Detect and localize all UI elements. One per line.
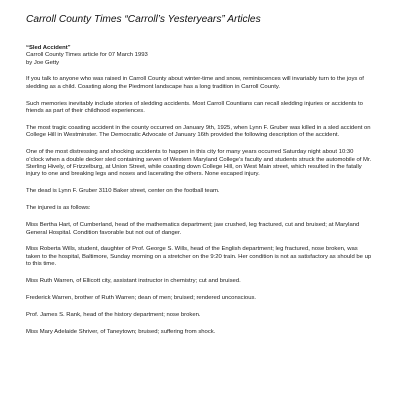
paragraph-11: Prof. James S. Rank, head of the history department; nose broken. (26, 311, 201, 318)
paragraph-7: Miss Bertha Hart, of Cumberland, head of the mathematics department; jaw crushed, leg fractured, cut and bruised; at Maryland General Hospital. Condition favorable but not out of danger. (26, 222, 360, 236)
paragraph-12: Miss Mary Adelaide Shriver, of Taneytown; bruised; suffering from shock. (26, 328, 216, 335)
article-byline: by Joe Getty (26, 59, 60, 66)
paragraph-4: One of the most distressing and shocking accidents to happen in this city for many years occurred Saturday night about 10:30 o’clock when a double decker sled containing seven of Western Maryland College’s faculty and students struck the automobile of Mr. Sterling Hively, of Frizzelburg, at Union Street, while coasting down College Hill, on West Main street, which resulted in the fatally injury to one and breaking legs and noses and lacerating the others. None escaped injury. (26, 149, 372, 178)
article-heading (26, 45, 372, 67)
paragraph-9: Miss Ruth Warren, of Ellicott city, assistant instructor in chemistry; cut and bruised. (26, 278, 241, 285)
paragraph-8: Miss Roberta Wills, student, daughter of Prof. George S. Wills, head of the English department; leg fractured, nose broken, was taken to the hospital, Baltimore, Sunday morning on a stretcher on the 9:20 train. Her condition is not as satisfactory as should be up to this time. (26, 246, 372, 268)
paragraph-3: The most tragic coasting accident in the county occurred on January 9th, 1925, when Lynn F. Gruber was killed in a sled accident on College Hill in Westminster. The Democratic Advocate of January 16th provided the following description of the accident. (26, 124, 371, 139)
paragraph-5: The dead is Lynn F. Gruber 3110 Baker street, center on the football team. (26, 188, 220, 195)
article-body (26, 76, 372, 336)
article-source: Carroll County Times article for 07 March 1993 (26, 52, 148, 59)
paragraph-10: Frederick Warren, brother of Ruth Warren; dean of men; bruised; rendered unconscious. (26, 295, 257, 302)
paragraph-6: The injured is as follows: (26, 205, 91, 212)
page-header: Carroll County Times “Carroll’s Yesteryears” Articles (26, 14, 261, 25)
paragraph-1: If you talk to anyone who was raised in Carroll County about winter-time and snow, reminiscences will invariably turn to the joys of sledding as a child. Coasting along the Piedmont landscape has a long tradition in Carroll County. (26, 76, 364, 90)
article-title: “Sled Accident” (26, 45, 71, 51)
paragraph-2: Such memories inevitably include stories of sledding accidents. Most Carroll Countians can recall sledding injuries or accidents to friends as part of their childhood experiences. (26, 100, 363, 114)
